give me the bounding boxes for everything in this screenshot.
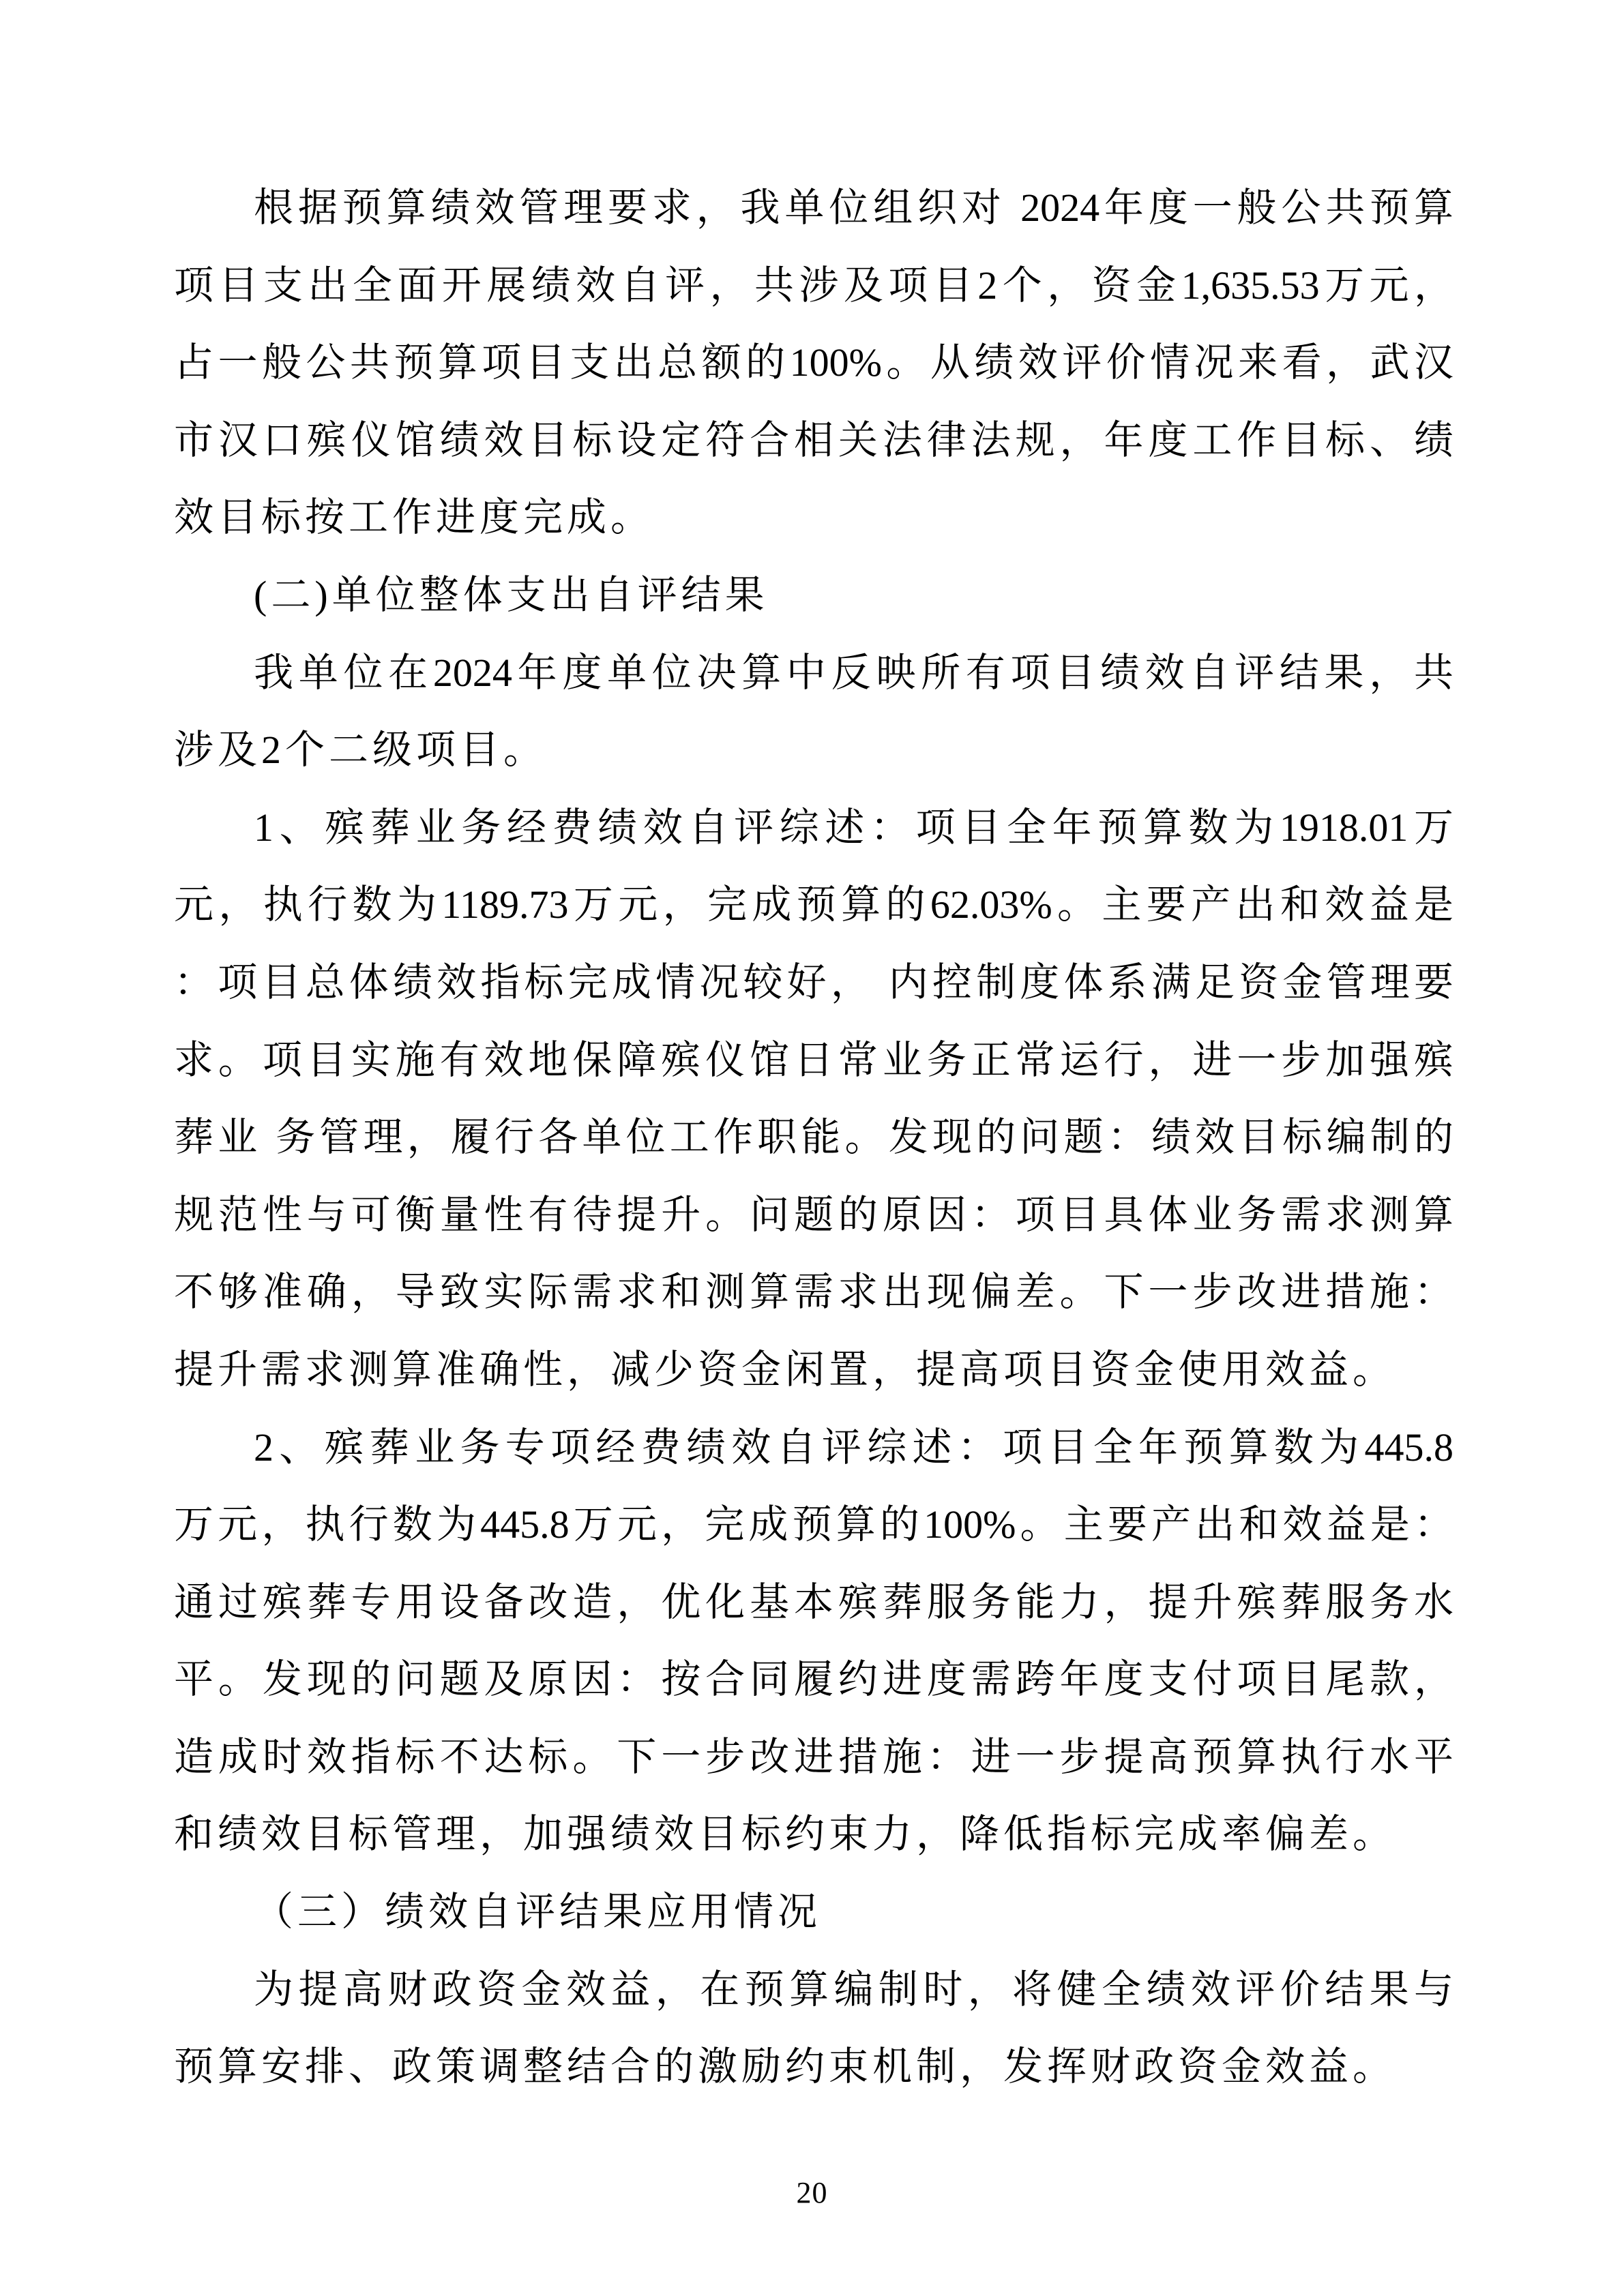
section-heading: (二)单位整体支出自评结果 (254, 572, 769, 617)
document-body (174, 169, 1453, 2106)
section-heading: （三）绩效自评结果应用情况 (254, 1890, 822, 1935)
text-line: 市汉口殡仪馆绩效目标设定符合相关法律法规，年度工作目标、绩 (174, 417, 1453, 462)
text-line: ：项目总体绩效指标完成情况较好， 内控制度体系满足资金管理要 (174, 959, 1453, 1004)
text-line: 造成时效指标不达标。下一步改进措施：进一步提高预算执行水平 (174, 1734, 1453, 1779)
text-line: 1、殡葬业务经费绩效自评综述：项目全年预算数为1918.01万 (254, 805, 1453, 850)
text-line: 元，执行数为1189.73万元，完成预算的62.03%。主要产出和效益是 (174, 882, 1453, 927)
text-line: 不够准确，导致实际需求和测算需求出现偏差。下一步改进措施： (174, 1270, 1453, 1315)
text-line: 平。发现的问题及原因：按合同履约进度需跨年度支付项目尾款， (174, 1657, 1453, 1702)
text-line: 效目标按工作进度完成。 (174, 495, 655, 540)
text-line: 提升需求测算准确性，减少资金闲置，提高项目资金使用效益。 (174, 1347, 1397, 1392)
page-number: 20 (796, 2176, 828, 2209)
text-line: 项目支出全面开展绩效自评，共涉及项目2个，资金1,635.53万元， (174, 263, 1453, 308)
text-line: 预算安排、政策调整结合的激励约束机制，发挥财政资金效益。 (174, 2044, 1397, 2089)
text-line: 占一般公共预算项目支出总额的100%。从绩效评价情况来看，武汉 (174, 340, 1453, 385)
text-line: 通过殡葬专用设备改造，优化基本殡葬服务能力，提升殡葬服务水 (174, 1579, 1453, 1624)
text-line: 和绩效目标管理，加强绩效目标约束力，降低指标完成率偏差。 (174, 1812, 1397, 1857)
text-line: 2、殡葬业务专项经费绩效自评综述：项目全年预算数为445.8 (254, 1425, 1453, 1470)
text-line: 我单位在2024年度单位决算中反映所有项目绩效自评结果，共 (254, 650, 1453, 695)
text-line: 涉及2个二级项目。 (174, 728, 548, 773)
text-line: 为提高财政资金效益，在预算编制时，将健全绩效评价结果与 (254, 1967, 1453, 2012)
text-line: 求。项目实施有效地保障殡仪馆日常业务正常运行，进一步加强殡 (174, 1037, 1453, 1082)
text-line: 规范性与可衡量性有待提升。问题的原因：项目具体业务需求测算 (174, 1192, 1453, 1237)
text-line: 万元，执行数为445.8万元，完成预算的100%。主要产出和效益是： (174, 1502, 1453, 1547)
text-line: 葬业 务管理，履行各单位工作职能。发现的问题：绩效目标编制的 (174, 1115, 1453, 1160)
text-line: 根据预算绩效管理要求，我单位组织对 2024年度一般公共预算 (254, 185, 1453, 230)
